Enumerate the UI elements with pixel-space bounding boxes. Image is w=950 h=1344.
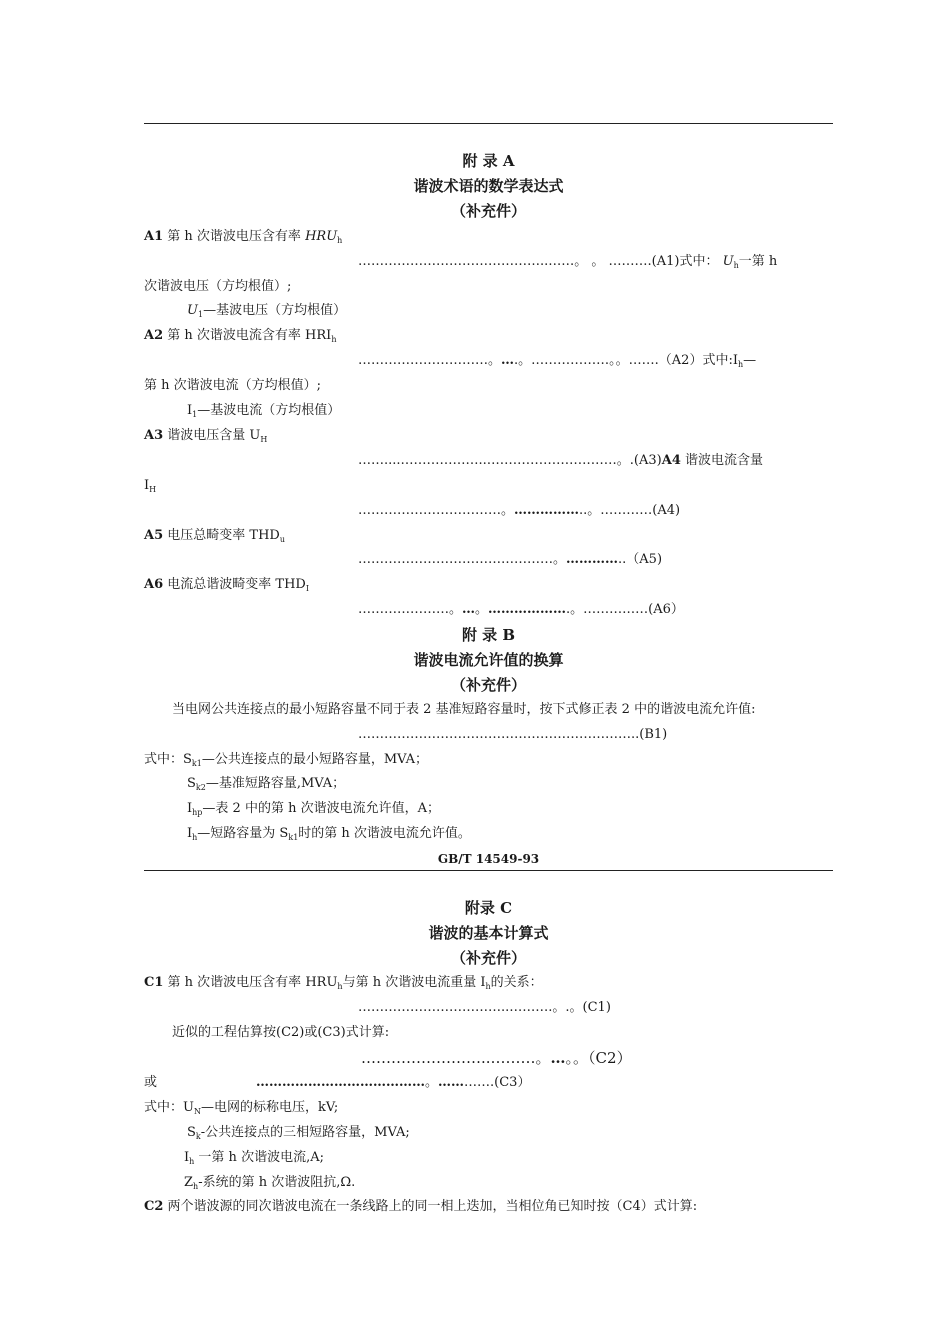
b-where-3-text: —表 2 中的第 h 次谐波电流允许值，A； [202,801,440,816]
a4-label: A4 [661,453,681,468]
c1-sub-1: h [337,982,343,991]
a2-i1-text: —基波电流（方均根值） [197,403,341,418]
c1-formula: ……………………………..……….。.。(C1) [358,1000,611,1015]
b-where-2-sub: k2 [195,783,206,792]
a6-formula-part2: … [462,602,476,617]
c-where-2-sub: k [195,1132,201,1141]
a2-formula-line [358,353,756,373]
standard-code: GB/T 14549-93 [437,852,540,866]
a3-text: 谐波电压含量 U [167,428,261,443]
b-where-4 [187,826,471,846]
c3-formula-part4: …….(C3） [464,1075,531,1090]
a1-text: 第 h 次谐波电压含有率 [167,229,306,244]
a1-where-sub: h [733,261,739,270]
a2-continuation: 第 h 次谐波电流（方均根值）; [144,378,322,393]
b-where-3-sub: hp [192,808,203,817]
c-where-2-pre: S [187,1125,196,1140]
middle-rule [144,870,833,871]
c-where-2-text: -公共连接点的三相短路容量，MVA; [200,1125,410,1140]
a4-cont-symbol: I [144,478,150,493]
b-where-4-text1: —短路容量为 S [197,826,289,841]
c2-label: C2 [144,1199,164,1214]
c2-formula-line [361,1050,632,1066]
a5-formula-line [358,552,662,568]
a1-u1-line [187,303,346,323]
b-where-3 [187,801,440,821]
c2-text: 两个谐波源的同次谐波电流在一条线路上的同一相上迭加，当相位角已知时按（C4）式计算: [167,1199,698,1214]
c1-text-3: 的关系： [490,975,543,990]
a6-line [144,577,309,597]
top-rule [144,123,833,124]
a6-formula-line [358,602,684,618]
c-where-4-pre: Z [184,1175,194,1190]
c2-formula-part3: 。。（C2） [565,1049,632,1067]
a2-formula-part1: …………………………。 [358,353,502,368]
b-where-4-sub: h [192,833,198,842]
c3-formula-part3: …… [438,1075,465,1090]
a4-formula-line [358,503,680,519]
a6-sub: I [305,584,310,593]
a6-text: 电流总谐波畸变率 THD [167,577,306,592]
a2-i1-symbol: I [187,403,193,418]
appendix-a-title: 附 录 A [462,152,515,170]
a2-formula-part4: — [743,353,757,368]
a1-u1-text: —基波电压（方均根值） [203,303,347,318]
b-where-4-sub2: k1 [288,833,299,842]
c-approx-text: 近似的工程估算按(C2)或(C3)式计算: [172,1025,390,1040]
c-where-1 [144,1100,338,1120]
c-where-3-pre: I [184,1150,190,1165]
c1-sub-2: h [485,982,491,991]
b-where-1-pre: 式中：S [144,752,192,767]
b-intro: 当电网公共连接点的最小短路容量不同于表 2 基准短路容量时，按下式修正表 2 中的谐波电流允许值: [172,702,756,717]
a5-sub: u [279,535,286,544]
a4-formula-part1: ……………………………。 [358,503,515,518]
appendix-c-subtitle: 谐波的基本计算式 [428,924,549,942]
appendix-a-note: （补充件） [450,202,526,220]
c3-formula-line [256,1075,530,1091]
a5-line [144,528,285,548]
c2-formula-part2: … [550,1049,566,1067]
c-or-label: 或 [144,1075,158,1090]
a6-formula-part3: 。 [475,602,489,617]
a6-formula-part4: ……………… [488,602,567,617]
a4-formula-part2: …………… [514,503,580,518]
a2-i1-line [187,403,340,423]
c3-formula-part1: ………………………………… [256,1075,425,1090]
c-where-2 [187,1125,410,1145]
a6-formula-part1: …………………。 [358,602,463,617]
a1-where-text: 一第 h [738,254,778,269]
appendix-c-note: （补充件） [450,949,526,967]
a1-line [144,229,342,249]
appendix-a-subtitle: 谐波术语的数学表达式 [413,177,564,195]
c-where-3 [184,1150,324,1170]
a3-line [144,428,267,448]
c-where-1-text: —电网的标称电压，kV; [200,1100,339,1115]
a1-formula-line [358,254,777,274]
b-where-4-text2: 时的第 h 次谐波电流允许值。 [298,826,471,841]
a5-label: A5 [144,528,164,543]
a1-u1-sub: 1 [197,310,204,319]
a2-formula-sub: h [737,360,744,369]
appendix-c-title: 附录 C [464,899,513,917]
b1-formula: ………………………………………………………..(B1) [358,727,668,742]
c2-formula-part1: ……………………..………。 [361,1049,551,1067]
c1-line [144,975,543,995]
a2-line [144,328,336,348]
b-where-2-text: —基准短路容量,MVA； [205,776,346,791]
c1-text-1: 第 h 次谐波电压含有率 HRU [167,975,338,990]
a2-formula-part2: … [501,353,515,368]
a4-continuation [144,478,156,498]
b-where-1-sub: k1 [191,759,202,768]
a1-formula: ……………………………………..……。 。 ……….(A1)式中： [358,254,719,269]
a2-formula-part3: .。………………。。…….（A2）式中:I [514,353,738,368]
c3-formula-part2: 。 [425,1075,439,1090]
b-where-2-pre: S [187,776,196,791]
a3-label: A3 [144,428,164,443]
a1-u1-symbol: U [187,303,198,318]
b-where-1-text: —公共连接点的最小短路容量，MVA； [201,752,429,767]
c1-label: C1 [144,975,164,990]
a1-continuation: 次谐波电压（方均根值）; [144,279,292,294]
a4-text: 谐波电流含量 [680,453,764,468]
a4-formula-part3: ..。…………(A4) [579,503,681,518]
b-where-4-pre: I [187,826,193,841]
a6-label: A6 [144,577,164,592]
c-where-3-text: 一第 h 次谐波电流,A; [194,1150,324,1165]
a6-formula-part5: .。……………(A6） [566,602,684,617]
c-where-4-sub: h [193,1182,199,1191]
appendix-b-note: （补充件） [450,676,526,694]
a3-formula-line [358,453,763,469]
b-where-1 [144,752,428,772]
a3-sub: H [260,435,268,444]
b-where-2 [187,776,345,796]
a2-i1-sub: 1 [192,410,198,419]
appendix-b-subtitle: 谐波电流允许值的换算 [413,651,564,669]
c-where-3-sub: h [189,1157,195,1166]
b-where-3-pre: I [187,801,193,816]
a1-label: A1 [144,229,164,244]
a2-label: A2 [144,328,164,343]
appendix-b-title: 附 录 B [461,626,516,644]
a2-text: 第 h 次谐波电流含有率 HRI [167,328,332,343]
a4-cont-sub: H [149,485,157,494]
a5-text: 电压总畸变率 THD [167,528,280,543]
a5-formula-part2: ………… [566,552,619,567]
c2-line [144,1199,697,1215]
a2-sub: h [331,335,337,344]
a3-formula: ……....………………..…………………………。.(A3) [358,453,662,468]
c-where-4-text: -系统的第 h 次谐波阻抗,Ω. [198,1175,356,1190]
c-where-1-sub: N [193,1107,201,1116]
c-where-1-pre: 式中：U [144,1100,194,1115]
a1-symbol-sub: h [337,236,343,245]
c1-text-2: 与第 h 次谐波电流重量 I [342,975,486,990]
a5-formula-part1: ………………………………………。 [358,552,567,567]
a1-symbol: HRU [305,229,338,244]
c-where-4 [184,1175,355,1195]
a5-formula-part3: ..（A5) [618,552,663,567]
a1-where-symbol: U [722,254,734,269]
